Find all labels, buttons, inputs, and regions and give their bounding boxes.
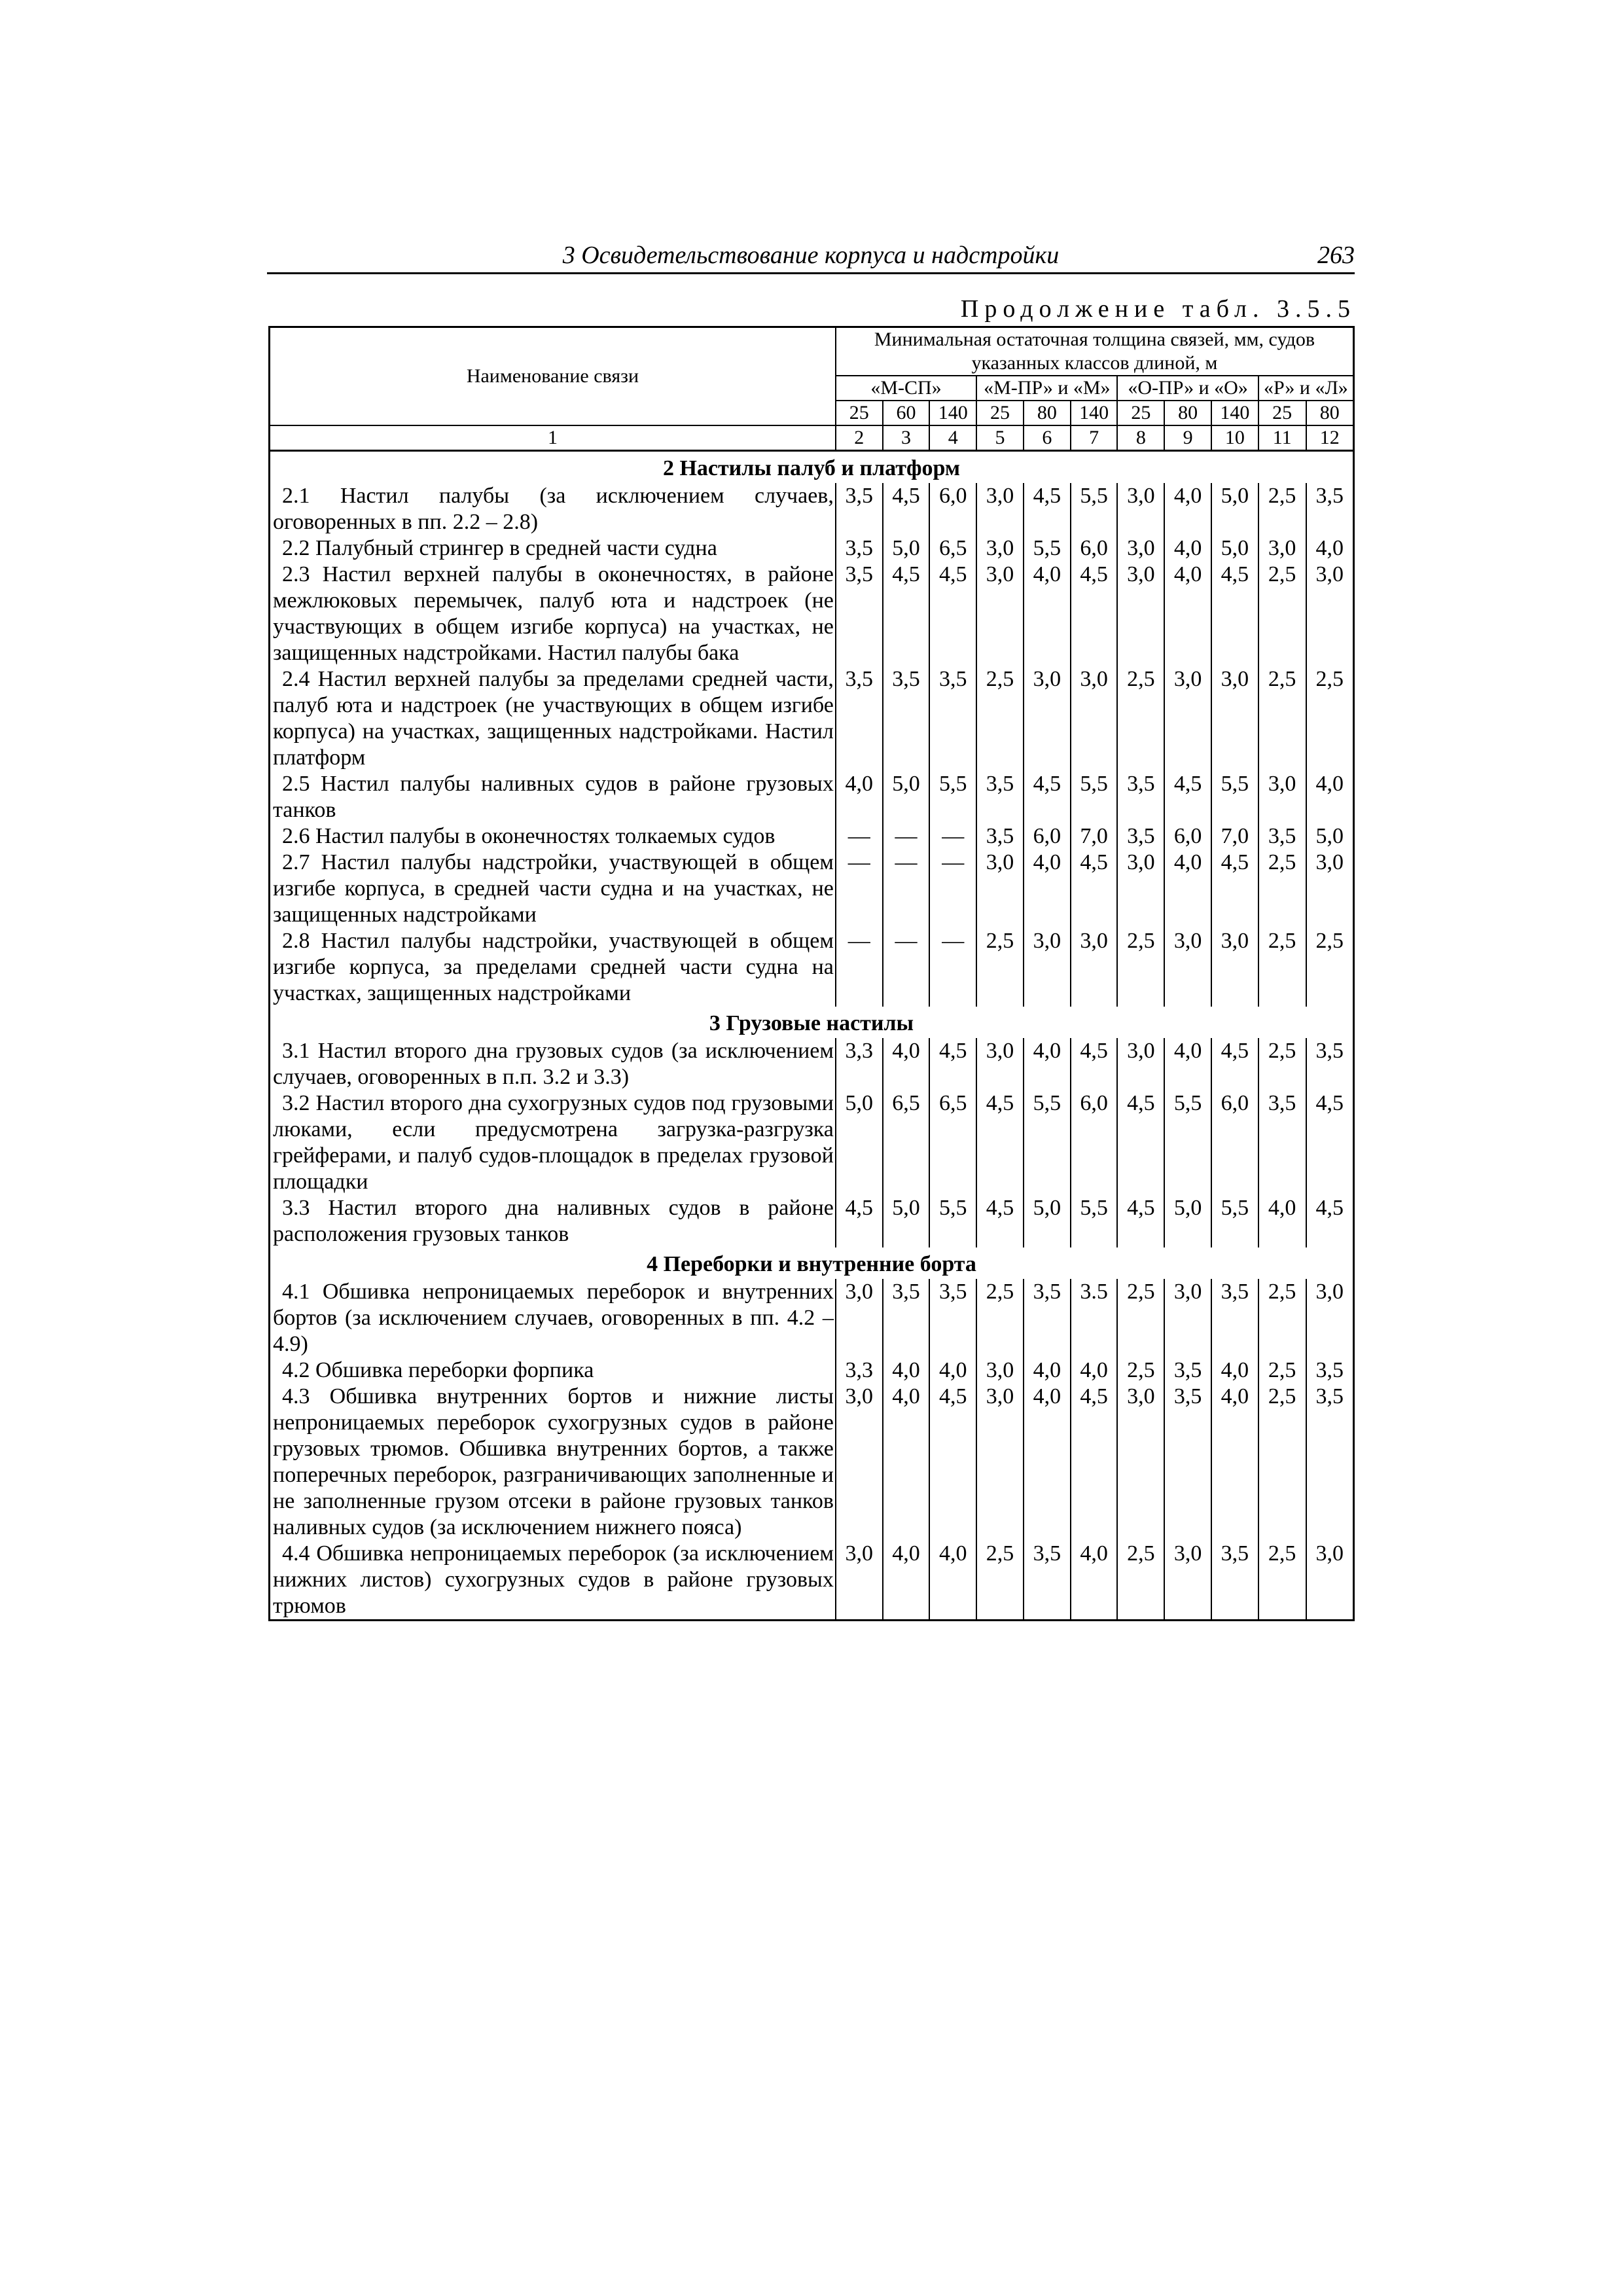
thickness-value: 3,0	[976, 535, 1024, 562]
item-name: 2.2 Палубный стрингер в средней части судна	[270, 535, 836, 562]
thickness-value: 4,5	[1071, 562, 1118, 666]
table-row	[270, 1195, 1354, 1247]
thickness-value: 3,5	[929, 1279, 976, 1357]
table-body	[270, 451, 1354, 1621]
thickness-value: 3,5	[836, 483, 883, 535]
thickness-value: 2,5	[1117, 1279, 1164, 1357]
item-name: 3.1 Настил второго дна грузовых судов (за исключением случаев, оговоренных в п.п. 3.2 и 3.3)	[270, 1038, 836, 1090]
table-row	[270, 1357, 1354, 1384]
thickness-value: 4,0	[1306, 535, 1354, 562]
thickness-value: 2,5	[1258, 562, 1306, 666]
thickness-value: 4,5	[883, 483, 930, 535]
thickness-value: 4,0	[1071, 1357, 1118, 1384]
thickness-value: 2,5	[976, 1279, 1024, 1357]
thickness-header: Минимальная остаточная толщина связей, мм, судов указанных классов длиной, м	[836, 327, 1354, 376]
thickness-value: 3,0	[836, 1384, 883, 1541]
thickness-value: 4,5	[1024, 771, 1071, 823]
thickness-value: 6,5	[929, 535, 976, 562]
thickness-value: 3,3	[836, 1038, 883, 1090]
column-number: 11	[1258, 425, 1306, 451]
thickness-value: 3,0	[1117, 1384, 1164, 1541]
thickness-value: 2,5	[1258, 928, 1306, 1007]
thickness-value: 2,5	[1306, 666, 1354, 771]
thickness-value: 4,0	[1306, 771, 1354, 823]
item-name: 2.8 Настил палубы надстройки, участвующей в общем изгибе корпуса, за пределами средней части судна на участках, защищенных надстройками	[270, 928, 836, 1007]
thickness-value: 2,5	[1258, 1541, 1306, 1621]
thickness-value: 3,0	[976, 483, 1024, 535]
thickness-value: 3,0	[1071, 928, 1118, 1007]
length-header: 80	[1164, 401, 1211, 425]
table-row	[270, 1090, 1354, 1195]
thickness-value: 4,0	[1164, 535, 1211, 562]
thickness-value: 4,0	[1024, 1384, 1071, 1541]
thickness-value: 3,3	[836, 1357, 883, 1384]
section-heading-row	[270, 451, 1354, 484]
thickness-value: 7,0	[1211, 823, 1258, 850]
length-header: 140	[929, 401, 976, 425]
section-title: 2 Настилы палуб и платформ	[662, 456, 961, 480]
item-name: 2.6 Настил палубы в оконечностях толкаемых судов	[270, 823, 836, 850]
table-row	[270, 1038, 1354, 1090]
thickness-value: 5,0	[1211, 535, 1258, 562]
thickness-value: 3,0	[1258, 535, 1306, 562]
thickness-value: 5,0	[883, 535, 930, 562]
thickness-value: 2,5	[1258, 666, 1306, 771]
thickness-value: 2,5	[976, 928, 1024, 1007]
thickness-value: 2,5	[1258, 1357, 1306, 1384]
thickness-value: 5,0	[883, 771, 930, 823]
thickness-value: 2,5	[1306, 928, 1354, 1007]
thickness-value: 4,0	[836, 771, 883, 823]
thickness-value: 4,0	[883, 1357, 930, 1384]
thickness-value: 3,5	[1306, 1357, 1354, 1384]
thickness-value: 3,0	[1306, 1541, 1354, 1621]
thickness-value: 3,0	[1306, 850, 1354, 928]
thickness-value: 3,0	[1164, 1541, 1211, 1621]
thickness-value: 4,5	[1211, 562, 1258, 666]
thickness-value: 2,5	[1117, 1357, 1164, 1384]
item-name: 3.2 Настил второго дна сухогрузных судов под грузовыми люками, если предусмотрена загрузка-разгрузка грейферами, и палуб судов-площадок в пределах грузовой площадки	[270, 1090, 836, 1195]
class-header: «М-ПР» и «М»	[976, 376, 1117, 401]
table-row	[270, 823, 1354, 850]
thickness-value: 4,0	[883, 1384, 930, 1541]
thickness-value: 4,0	[1258, 1195, 1306, 1247]
item-name: 2.1 Настил палубы (за исключением случаев, оговоренных в пп. 2.2 – 2.8)	[270, 483, 836, 535]
table-row	[270, 1541, 1354, 1621]
item-name: 4.1 Обшивка непроницаемых переборок и внутренних бортов (за исключением случаев, оговоренных в пп. 4.2 – 4.9)	[270, 1279, 836, 1357]
thickness-value: 4,5	[1164, 771, 1211, 823]
thickness-value: 2,5	[1258, 1384, 1306, 1541]
thickness-value: 4,5	[1071, 1384, 1118, 1541]
thickness-value: 5,0	[883, 1195, 930, 1247]
class-header: «Р» и «Л»	[1258, 376, 1354, 401]
thickness-value: 3,5	[836, 535, 883, 562]
table-continuation-label: Продолжение табл. 3.5.5	[960, 295, 1356, 323]
thickness-value: 4,5	[1117, 1090, 1164, 1195]
item-name: 3.3 Настил второго дна наливных судов в районе расположения грузовых танков	[270, 1195, 836, 1247]
thickness-value: 3,5	[1211, 1279, 1258, 1357]
thickness-value: 5,5	[1211, 1195, 1258, 1247]
thickness-value: 5,5	[1211, 771, 1258, 823]
thickness-value: 4,0	[883, 1541, 930, 1621]
column-number: 1	[270, 425, 836, 451]
table-row	[270, 666, 1354, 771]
thickness-value: 3,5	[883, 1279, 930, 1357]
section-heading-row	[270, 1007, 1354, 1038]
thickness-value: 4,0	[929, 1357, 976, 1384]
thickness-value: 5,5	[1071, 771, 1118, 823]
thickness-value: 4,0	[1211, 1357, 1258, 1384]
thickness-value: 2,5	[1258, 483, 1306, 535]
thickness-value: 2,5	[1117, 928, 1164, 1007]
thickness-value: 3,0	[1117, 850, 1164, 928]
thickness-value: 4,5	[929, 562, 976, 666]
thickness-value: 3,5	[1258, 1090, 1306, 1195]
section-title: 3 Грузовые настилы	[709, 1011, 914, 1035]
column-number: 8	[1117, 425, 1164, 451]
item-name: 2.5 Настил палубы наливных судов в районе грузовых танков	[270, 771, 836, 823]
thickness-value: 5,5	[929, 771, 976, 823]
thickness-value: 5,0	[1164, 1195, 1211, 1247]
thickness-value: 4,5	[1071, 850, 1118, 928]
section-heading-row	[270, 1247, 1354, 1279]
thickness-value: 3,5	[1164, 1357, 1211, 1384]
thickness-value: —	[929, 850, 976, 928]
thickness-value: 4,0	[1164, 562, 1211, 666]
table-row	[270, 850, 1354, 928]
thickness-value: 4,5	[883, 562, 930, 666]
thickness-value: 2,5	[976, 666, 1024, 771]
thickness-value: 3,0	[976, 1357, 1024, 1384]
thickness-value: 2,5	[1117, 1541, 1164, 1621]
thickness-value: 2,5	[1258, 1279, 1306, 1357]
thickness-value: 4,5	[1024, 483, 1071, 535]
thickness-value: 3,0	[976, 1384, 1024, 1541]
thickness-value: 5,5	[1071, 483, 1118, 535]
thickness-value: 3,0	[1306, 562, 1354, 666]
length-header: 80	[1306, 401, 1354, 425]
class-header: «О-ПР» и «О»	[1117, 376, 1258, 401]
thickness-value: 5,0	[1211, 483, 1258, 535]
thickness-value: 3,5	[976, 771, 1024, 823]
column-number: 2	[836, 425, 883, 451]
thickness-value: 4,5	[929, 1038, 976, 1090]
thickness-value: —	[883, 928, 930, 1007]
item-name: 2.3 Настил верхней палубы в оконечностях, в районе межлюковых перемычек, палуб юта и надстроек (не участвующих в общем изгибе корпуса) на участках, не защищенных надстройками. Настил палубы бака	[270, 562, 836, 666]
thickness-value: 4,5	[1306, 1090, 1354, 1195]
thickness-value: 4,0	[1164, 850, 1211, 928]
length-header: 60	[883, 401, 930, 425]
thickness-value: 3,0	[1258, 771, 1306, 823]
length-header: 25	[976, 401, 1024, 425]
thickness-value: 3,0	[1164, 666, 1211, 771]
thickness-value: 4,0	[1071, 1541, 1118, 1621]
thickness-value: —	[929, 823, 976, 850]
thickness-value: 6,0	[1024, 823, 1071, 850]
length-header: 25	[1258, 401, 1306, 425]
thickness-value: 4,5	[1211, 850, 1258, 928]
table-row	[270, 483, 1354, 535]
thickness-value: 4,5	[929, 1384, 976, 1541]
thickness-value: 3,0	[1024, 928, 1071, 1007]
column-number: 6	[1024, 425, 1071, 451]
thickness-value: 3,0	[1211, 928, 1258, 1007]
name-column-header: Наименование связи	[270, 327, 836, 426]
table-row	[270, 1384, 1354, 1541]
thickness-value: —	[836, 823, 883, 850]
thickness-value: 4,5	[1117, 1195, 1164, 1247]
thickness-value: 3,0	[1117, 562, 1164, 666]
thickness-value: 3,0	[976, 562, 1024, 666]
thickness-value: —	[836, 850, 883, 928]
thickness-value: —	[883, 823, 930, 850]
thickness-value: 5,0	[1306, 823, 1354, 850]
thickness-value: 6,0	[929, 483, 976, 535]
column-number: 4	[929, 425, 976, 451]
thickness-value: 3,0	[1117, 535, 1164, 562]
class-header: «М-СП»	[836, 376, 976, 401]
table-row	[270, 928, 1354, 1007]
thickness-value: 6,0	[1211, 1090, 1258, 1195]
length-header: 140	[1211, 401, 1258, 425]
thickness-value: 3,5	[976, 823, 1024, 850]
length-header: 25	[836, 401, 883, 425]
thickness-value: 3,5	[1211, 1541, 1258, 1621]
thickness-value: 3,0	[976, 850, 1024, 928]
thickness-value: —	[929, 928, 976, 1007]
thickness-value: 3,0	[1211, 666, 1258, 771]
thickness-value: 3,5	[836, 562, 883, 666]
thickness-value: 6,0	[1071, 1090, 1118, 1195]
thickness-value: 4,5	[1071, 1038, 1118, 1090]
thickness-value: 3,5	[1117, 771, 1164, 823]
column-number: 12	[1306, 425, 1354, 451]
thickness-value: 3,5	[1024, 1541, 1071, 1621]
thickness-value: 3,0	[1024, 666, 1071, 771]
thickness-value: 3,5	[1117, 823, 1164, 850]
item-name: 4.4 Обшивка непроницаемых переборок (за исключением нижних листов) сухогрузных судов в районе грузовых трюмов	[270, 1541, 836, 1621]
thickness-value: 3,5	[1306, 1038, 1354, 1090]
thickness-value: 7,0	[1071, 823, 1118, 850]
thickness-value: 4,0	[883, 1038, 930, 1090]
thickness-value: 2,5	[1117, 666, 1164, 771]
column-number: 5	[976, 425, 1024, 451]
thickness-value: 5,0	[1024, 1195, 1071, 1247]
thickness-value: 5,5	[1024, 535, 1071, 562]
thickness-value: 3,0	[1164, 1279, 1211, 1357]
thickness-value: 3,0	[836, 1279, 883, 1357]
thickness-value: 5,0	[836, 1090, 883, 1195]
thickness-value: 3,0	[1117, 483, 1164, 535]
thickness-value: 3,5	[1258, 823, 1306, 850]
item-name: 4.3 Обшивка внутренних бортов и нижние листы непроницаемых переборок сухогрузных судов в районе грузовых трюмов. Обшивка внутренних бортов, а также поперечных переборок, разграничивающих заполненные и не заполненные грузом отсеки в районе грузовых танков наливных судов (за исключением нижнего пояса)	[270, 1384, 836, 1541]
thickness-value: 4,5	[976, 1195, 1024, 1247]
thickness-value: 6,5	[883, 1090, 930, 1195]
thickness-value: 5,5	[929, 1195, 976, 1247]
thickness-value: 3,5	[929, 666, 976, 771]
thickness-value: 5,5	[1024, 1090, 1071, 1195]
length-header: 140	[1071, 401, 1118, 425]
thickness-value: 4,5	[976, 1090, 1024, 1195]
chapter-title: 3 Освидетельствование корпуса и надстройки	[562, 242, 1060, 269]
thickness-value: 3,0	[1071, 666, 1118, 771]
column-number: 9	[1164, 425, 1211, 451]
thickness-value: 5,5	[1071, 1195, 1118, 1247]
column-numbers-row	[270, 425, 1354, 451]
thickness-value: 4,0	[1164, 483, 1211, 535]
thickness-value: 4,5	[1211, 1038, 1258, 1090]
thickness-value: 3,0	[1306, 1279, 1354, 1357]
page-number: 263	[1317, 242, 1355, 269]
thickness-value: 6,5	[929, 1090, 976, 1195]
thickness-value: 2,5	[1258, 850, 1306, 928]
table-row	[270, 771, 1354, 823]
thickness-value: 3,5	[836, 666, 883, 771]
thickness-value: 3,0	[1164, 928, 1211, 1007]
thickness-value: 4,0	[1024, 1357, 1071, 1384]
thickness-value: 4,0	[1024, 1038, 1071, 1090]
thickness-value: 4,0	[1211, 1384, 1258, 1541]
thickness-value: 4,0	[929, 1541, 976, 1621]
column-number: 7	[1071, 425, 1118, 451]
thickness-value: 4,0	[1024, 562, 1071, 666]
thickness-value: 3,0	[1117, 1038, 1164, 1090]
item-name: 2.4 Настил верхней палубы за пределами средней части, палуб юта и надстроек (не участвующих в общем изгибе корпуса) на участках, защищенных надстройками. Настил платформ	[270, 666, 836, 771]
thickness-value: 3,0	[976, 1038, 1024, 1090]
thickness-value: 2,5	[976, 1541, 1024, 1621]
table-row	[270, 535, 1354, 562]
length-header: 25	[1117, 401, 1164, 425]
running-head	[267, 237, 1355, 274]
length-header: 80	[1024, 401, 1071, 425]
thickness-value: 4,0	[1164, 1038, 1211, 1090]
item-name: 2.7 Настил палубы надстройки, участвующей в общем изгибе корпуса, в средней части судна и на участках, не защищенных надстройками	[270, 850, 836, 928]
thickness-value: 4,0	[1024, 850, 1071, 928]
thickness-value: 5,5	[1164, 1090, 1211, 1195]
thickness-value: 3,0	[836, 1541, 883, 1621]
thickness-value: 2,5	[1258, 1038, 1306, 1090]
section-title: 4 Переборки и внутренние борта	[647, 1252, 976, 1276]
thickness-value: 3.5	[1071, 1279, 1118, 1357]
thickness-value: 3,5	[883, 666, 930, 771]
column-number: 3	[883, 425, 930, 451]
thickness-value: —	[836, 928, 883, 1007]
table-row	[270, 1279, 1354, 1357]
thickness-value: 3,5	[1024, 1279, 1071, 1357]
thickness-value: 6,0	[1071, 535, 1118, 562]
thickness-value: 4,5	[1306, 1195, 1354, 1247]
thickness-value: —	[883, 850, 930, 928]
table-row	[270, 562, 1354, 666]
thickness-value: 4,5	[836, 1195, 883, 1247]
thickness-value: 3,5	[1306, 1384, 1354, 1541]
thickness-table	[268, 326, 1355, 1621]
thickness-value: 3,5	[1164, 1384, 1211, 1541]
thickness-value: 3,5	[1306, 483, 1354, 535]
column-number: 10	[1211, 425, 1258, 451]
item-name: 4.2 Обшивка переборки форпика	[270, 1357, 836, 1384]
thickness-value: 6,0	[1164, 823, 1211, 850]
